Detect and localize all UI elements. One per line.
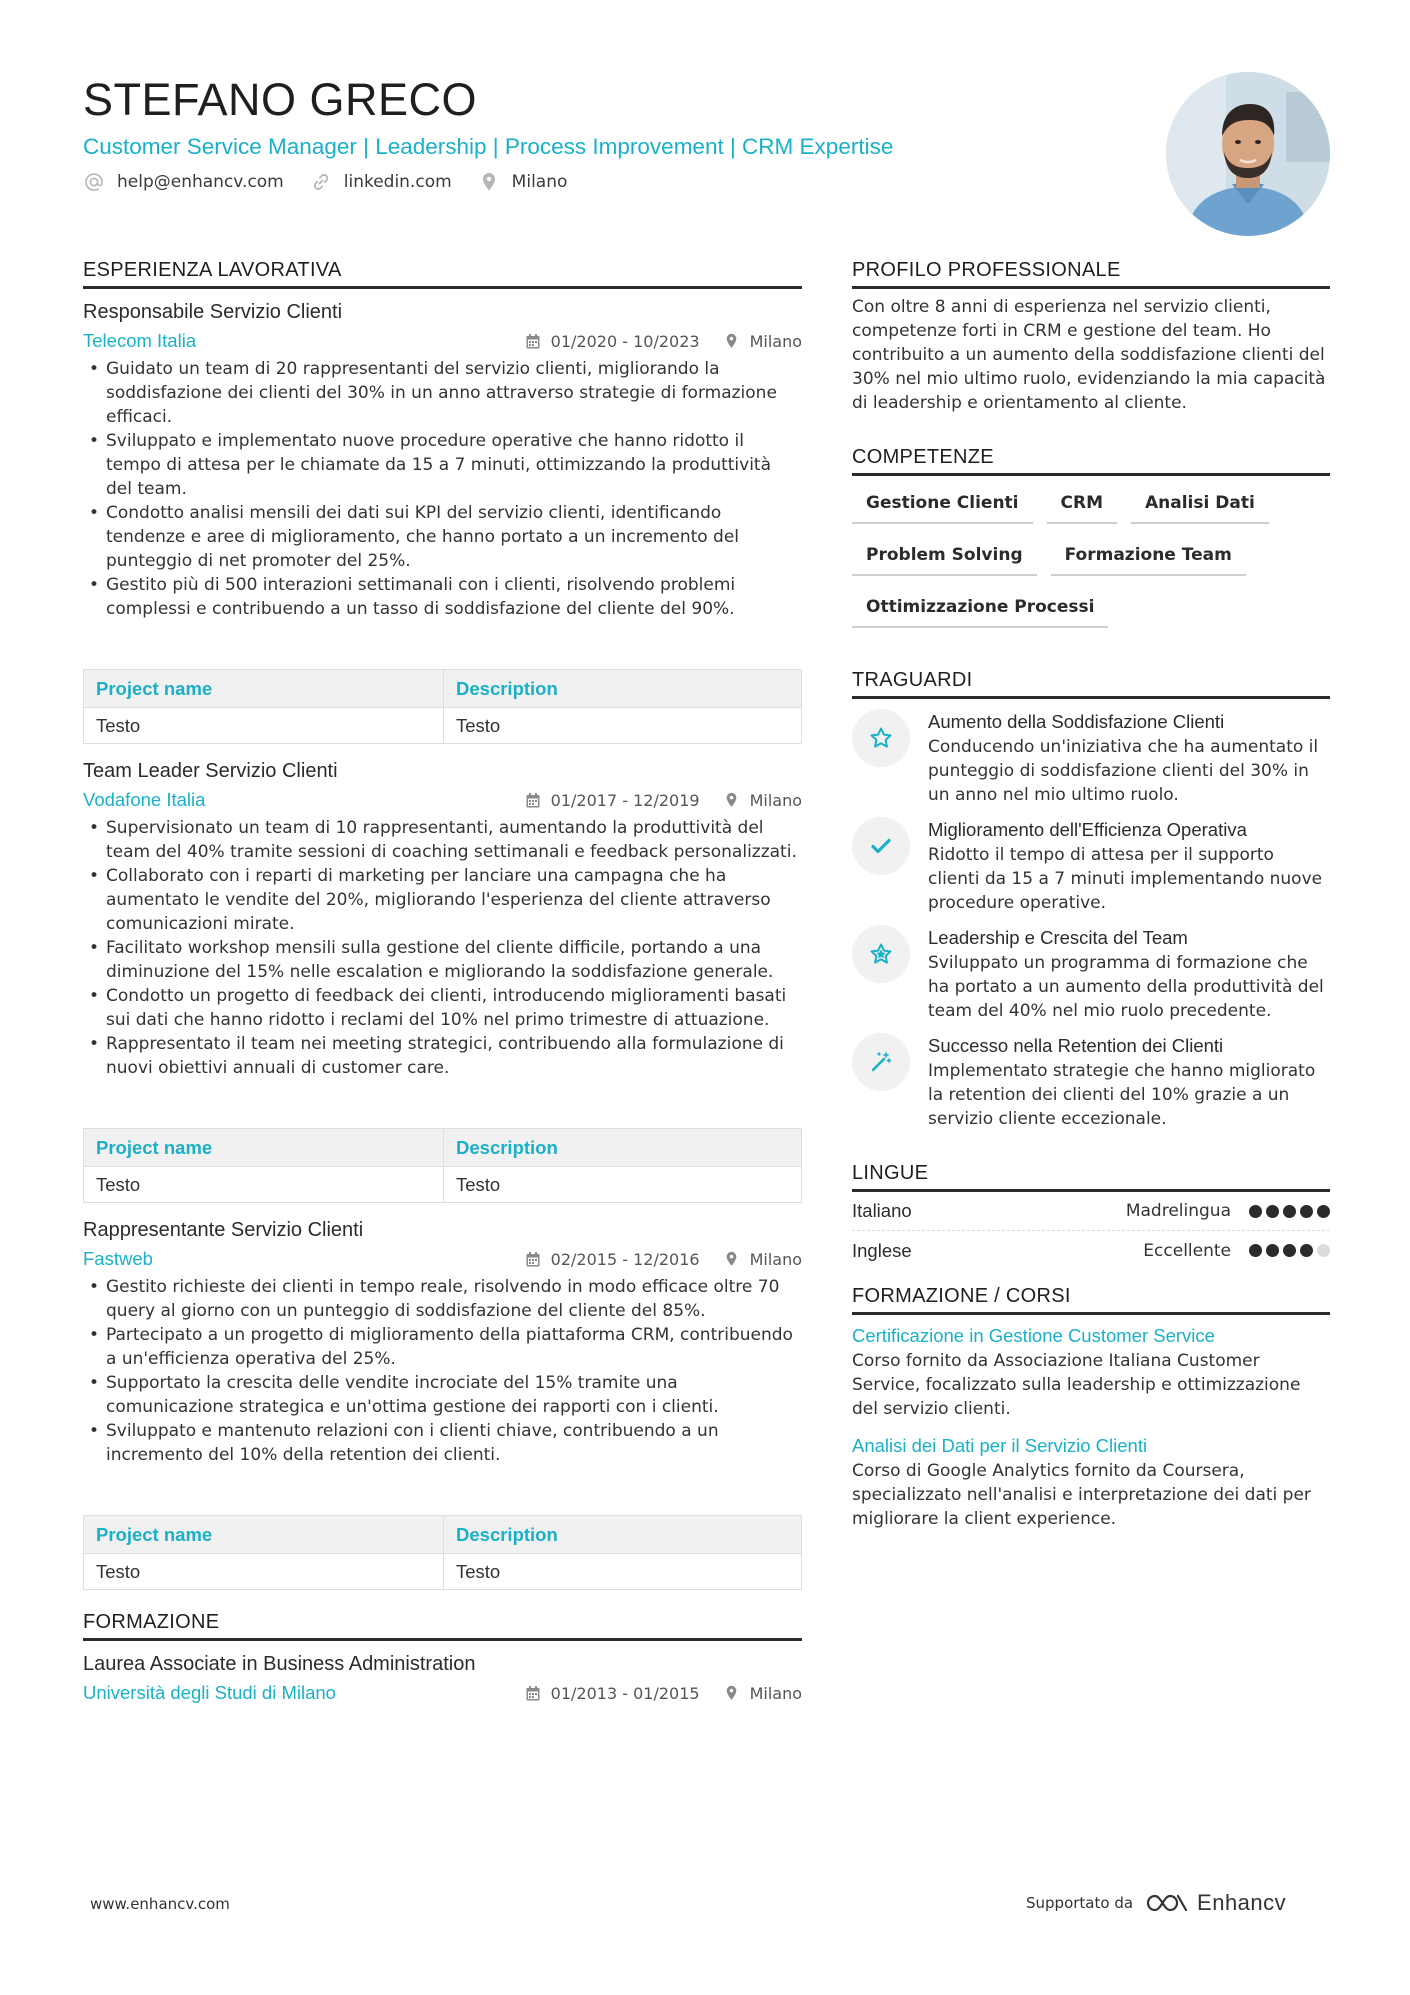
rating-dot: [1300, 1205, 1313, 1218]
job-location: Milano: [749, 1249, 802, 1269]
course-title: Analisi dei Dati per il Servizio Clienti: [852, 1435, 1148, 1456]
rating-dot: [1283, 1244, 1296, 1257]
language-rating: [1245, 1205, 1330, 1218]
resume-header: [83, 72, 1143, 196]
brand-name: Enhancv: [1197, 1890, 1287, 1915]
skill-tag: CRM: [1047, 486, 1117, 524]
language-name: Inglese: [852, 1239, 912, 1261]
language-item: [852, 1192, 1330, 1231]
course-item: [852, 1323, 1330, 1421]
rating-dot: [1283, 1205, 1296, 1218]
course-description: Corso di Google Analytics fornito da Coursera, specializzato nell'analisi e interpretazione dei dati per migliorare la client experience.: [852, 1461, 1311, 1529]
job-bullet: • Rappresentato il team nei meeting strategici, contribuendo alla formulazione di nuovi obiettivi annuali di customer care.: [83, 1032, 802, 1080]
job-company: Fastweb: [83, 1248, 153, 1269]
education-section-title: FORMAZIONE: [83, 1610, 802, 1641]
project-description-header: Description: [444, 1129, 802, 1167]
rating-dot: [1317, 1244, 1330, 1257]
course-title: Certificazione in Gestione Customer Service: [852, 1325, 1215, 1346]
job-bullet: • Partecipato a un progetto di miglioramento della piattaforma CRM, contribuendo a un'efficienza operativa del 25%.: [83, 1323, 802, 1371]
job-bullet: • Condotto un progetto di feedback dei clienti, introducendo miglioramenti basati sui dati che hanno ridotto i reclami del 10% nel primo trimestre di attuazione.: [83, 984, 802, 1032]
location-pin-icon: [724, 1685, 740, 1701]
achievement-description: Ridotto il tempo di attesa per il supporto clienti da 15 a 7 minuti implementando nuove procedure operative.: [928, 845, 1323, 913]
course-item: [852, 1433, 1330, 1531]
language-rating: [1245, 1244, 1330, 1257]
course-description: Corso fornito da Associazione Italiana Customer Service, focalizzato sulla leadership e ottimizzazione del servizio clienti.: [852, 1351, 1301, 1419]
job-role: Rappresentante Servizio Clienti: [83, 1219, 364, 1241]
profile-section-title: PROFILO PROFESSIONALE: [852, 258, 1330, 289]
job-bullet: • Gestito più di 500 interazioni settimanali con i clienti, risolvendo problemi complessi e contribuendo a un tasso di soddisfazione del cliente del 90%.: [83, 573, 802, 621]
footer-branding: [1026, 1890, 1286, 1916]
profile-photo: [1166, 72, 1330, 236]
job-company: Telecom Italia: [83, 330, 197, 351]
achievement-item: [852, 817, 1330, 915]
calendar-icon: [525, 1685, 541, 1701]
job-bullet: • Supportato la crescita delle vendite incrociate del 15% tramite una comunicazione strategica e un'ottima gestione dei rapporti con i clienti.: [83, 1371, 802, 1419]
contact-bar: [83, 168, 1143, 196]
job-entry: [83, 756, 802, 1203]
job-bullets: [83, 816, 802, 1080]
job-bullet: • Facilitato workshop mensili sulla gestione del cliente difficile, portando a una diminuzione del 15% nelle escalation e migliorando la soddisfazione generale.: [83, 936, 802, 984]
skill-tag: Analisi Dati: [1131, 486, 1269, 524]
skill-tag: Gestione Clienti: [852, 486, 1033, 524]
education-location: Milano: [749, 1683, 802, 1703]
project-description-cell: Testo: [444, 1554, 802, 1590]
project-table: [83, 669, 802, 744]
language-level: Eccellente: [1143, 1240, 1231, 1261]
skill-tag: Formazione Team: [1051, 538, 1246, 576]
star-badge-icon: [852, 925, 910, 983]
achievement-title: Successo nella Retention dei Clienti: [928, 1035, 1224, 1056]
achievement-title: Leadership e Crescita del Team: [928, 927, 1188, 948]
rating-dot: [1249, 1205, 1262, 1218]
skill-tag: Ottimizzazione Processi: [852, 590, 1108, 628]
job-bullet: • Condotto analisi mensili dei dati sui KPI del servizio clienti, identificando tendenze e aree di miglioramento, che hanno portato a un incremento del punteggio di net promoter del 25%.: [83, 501, 802, 573]
location-text: Milano: [511, 172, 568, 192]
project-table: [83, 1515, 802, 1590]
job-entry: [83, 1215, 802, 1590]
rating-dot: [1249, 1244, 1262, 1257]
project-name-header: Project name: [84, 670, 444, 708]
at-sign-icon: [83, 171, 105, 193]
rating-dot: [1300, 1244, 1313, 1257]
location-pin-icon: [478, 171, 500, 193]
profile-summary: Con oltre 8 anni di esperienza nel servizio clienti, competenze forti in CRM e gestione del team. Ho contribuito a un aumento della soddisfazione clienti del 30% nel mio ultimo ruolo, evidenziando la mia capacità di leadership e orientamento al cliente.: [852, 297, 1326, 413]
courses-section-title: FORMAZIONE / CORSI: [852, 1284, 1330, 1315]
enhancv-logo-icon: [1145, 1892, 1189, 1914]
calendar-icon: [525, 1251, 541, 1267]
rating-dot: [1266, 1244, 1279, 1257]
job-company: Vodafone Italia: [83, 789, 206, 810]
achievement-item: [852, 925, 1330, 1023]
job-dates: 01/2017 - 12/2019: [550, 790, 700, 810]
language-name: Italiano: [852, 1200, 912, 1221]
contact-email[interactable]: [83, 171, 284, 193]
language-level: Madrelingua: [1125, 1201, 1231, 1221]
job-bullet: • Gestito richieste dei clienti in tempo reale, risolvendo in modo efficace oltre 70 query al giorno con un punteggio di soddisfazione del cliente del 85%.: [83, 1275, 802, 1323]
calendar-icon: [525, 792, 541, 808]
project-table: [83, 1128, 802, 1203]
job-bullet: • Guidato un team di 20 rappresentanti del servizio clienti, migliorando la soddisfazione dei clienti del 30% in un anno attraverso strategie di formazione efficaci.: [83, 357, 802, 429]
achievement-title: Miglioramento dell'Efficienza Operativa: [928, 819, 1247, 840]
project-name-header: Project name: [84, 1129, 444, 1167]
job-entry: [83, 297, 802, 744]
right-column: [852, 258, 1330, 1531]
job-bullet: • Sviluppato e mantenuto relazioni con i clienti chiave, contribuendo a un incremento del 10% della retention dei clienti.: [83, 1419, 802, 1467]
contact-location: [478, 171, 568, 193]
job-bullet: • Supervisionato un team di 10 rappresentanti, aumentando la produttività del team del 40% tramite sessioni di coaching settimanali e feedback personalizzati.: [83, 816, 802, 864]
project-name-cell: Testo: [84, 1167, 444, 1203]
project-name-header: Project name: [84, 1516, 444, 1554]
powered-by-text: Supportato da: [1026, 1894, 1134, 1912]
candidate-headline: Customer Service Manager | Leadership | Process Improvement | CRM Expertise: [83, 134, 894, 159]
language-item: [852, 1231, 1330, 1270]
location-pin-icon: [724, 792, 740, 808]
project-description-cell: Testo: [444, 1167, 802, 1203]
skill-tag: Problem Solving: [852, 538, 1037, 576]
achievement-title: Aumento della Soddisfazione Clienti: [928, 711, 1225, 732]
project-description-header: Description: [444, 1516, 802, 1554]
job-bullets: [83, 357, 802, 621]
rating-dot: [1317, 1205, 1330, 1218]
achievement-description: Conducendo un'iniziativa che ha aumentato il punteggio di soddisfazione clienti del 30% in un anno nel mio ultimo ruolo.: [928, 737, 1319, 805]
star-outline-icon: [852, 709, 910, 767]
job-dates: 02/2015 - 12/2016: [550, 1249, 700, 1269]
project-description-cell: Testo: [444, 708, 802, 744]
project-name-cell: Testo: [84, 708, 444, 744]
candidate-name: STEFANO GRECO: [83, 74, 478, 125]
achievement-description: Implementato strategie che hanno migliorato la retention dei clienti del 10% grazie a un servizio cliente eccezionale.: [928, 1061, 1316, 1129]
rating-dot: [1266, 1205, 1279, 1218]
location-pin-icon: [724, 333, 740, 349]
job-role: Responsabile Servizio Clienti: [83, 301, 343, 323]
education-school: Università degli Studi di Milano: [83, 1682, 336, 1703]
education-degree: Laurea Associate in Business Administration: [83, 1653, 476, 1675]
job-bullet: • Collaborato con i reparti di marketing per lanciare una campagna che ha aumentato le vendite del 20%, migliorando l'esperienza del cliente attraverso comunicazioni mirate.: [83, 864, 802, 936]
achievement-item: [852, 709, 1330, 807]
project-name-cell: Testo: [84, 1554, 444, 1590]
project-description-header: Description: [444, 670, 802, 708]
magic-wand-icon: [852, 1033, 910, 1091]
skills-list: [852, 486, 1330, 642]
checkmark-icon: [852, 817, 910, 875]
contact-linkedin[interactable]: [310, 171, 452, 193]
languages-list: [852, 1192, 1330, 1270]
job-bullet: • Sviluppato e implementato nuove procedure operative che hanno ridotto il tempo di attesa per le chiamate da 15 a 7 minuti, ottimizzando la produttività del team.: [83, 429, 802, 501]
job-role: Team Leader Servizio Clienti: [83, 760, 338, 782]
experience-section-title: ESPERIENZA LAVORATIVA: [83, 258, 802, 289]
education-dates: 01/2013 - 01/2015: [550, 1683, 700, 1703]
calendar-icon: [525, 333, 541, 349]
footer-website[interactable]: www.enhancv.com: [90, 1895, 230, 1913]
achievements-section-title: TRAGUARDI: [852, 668, 1330, 699]
link-icon: [310, 171, 332, 193]
job-bullets: [83, 1275, 802, 1467]
job-dates: 01/2020 - 10/2023: [550, 331, 700, 351]
job-location: Milano: [749, 790, 802, 810]
linkedin-text: linkedin.com: [343, 172, 452, 192]
email-text: help@enhancv.com: [117, 172, 284, 192]
job-location: Milano: [749, 331, 802, 351]
skills-section-title: COMPETENZE: [852, 445, 1330, 476]
education-entry: [83, 1649, 802, 1707]
achievement-description: Sviluppato un programma di formazione che ha portato a un aumento della produttività del team del 40% nel mio ruolo precedente.: [928, 953, 1324, 1021]
left-column: [83, 258, 802, 1707]
location-pin-icon: [724, 1251, 740, 1267]
achievement-item: [852, 1033, 1330, 1131]
languages-section-title: LINGUE: [852, 1161, 1330, 1192]
